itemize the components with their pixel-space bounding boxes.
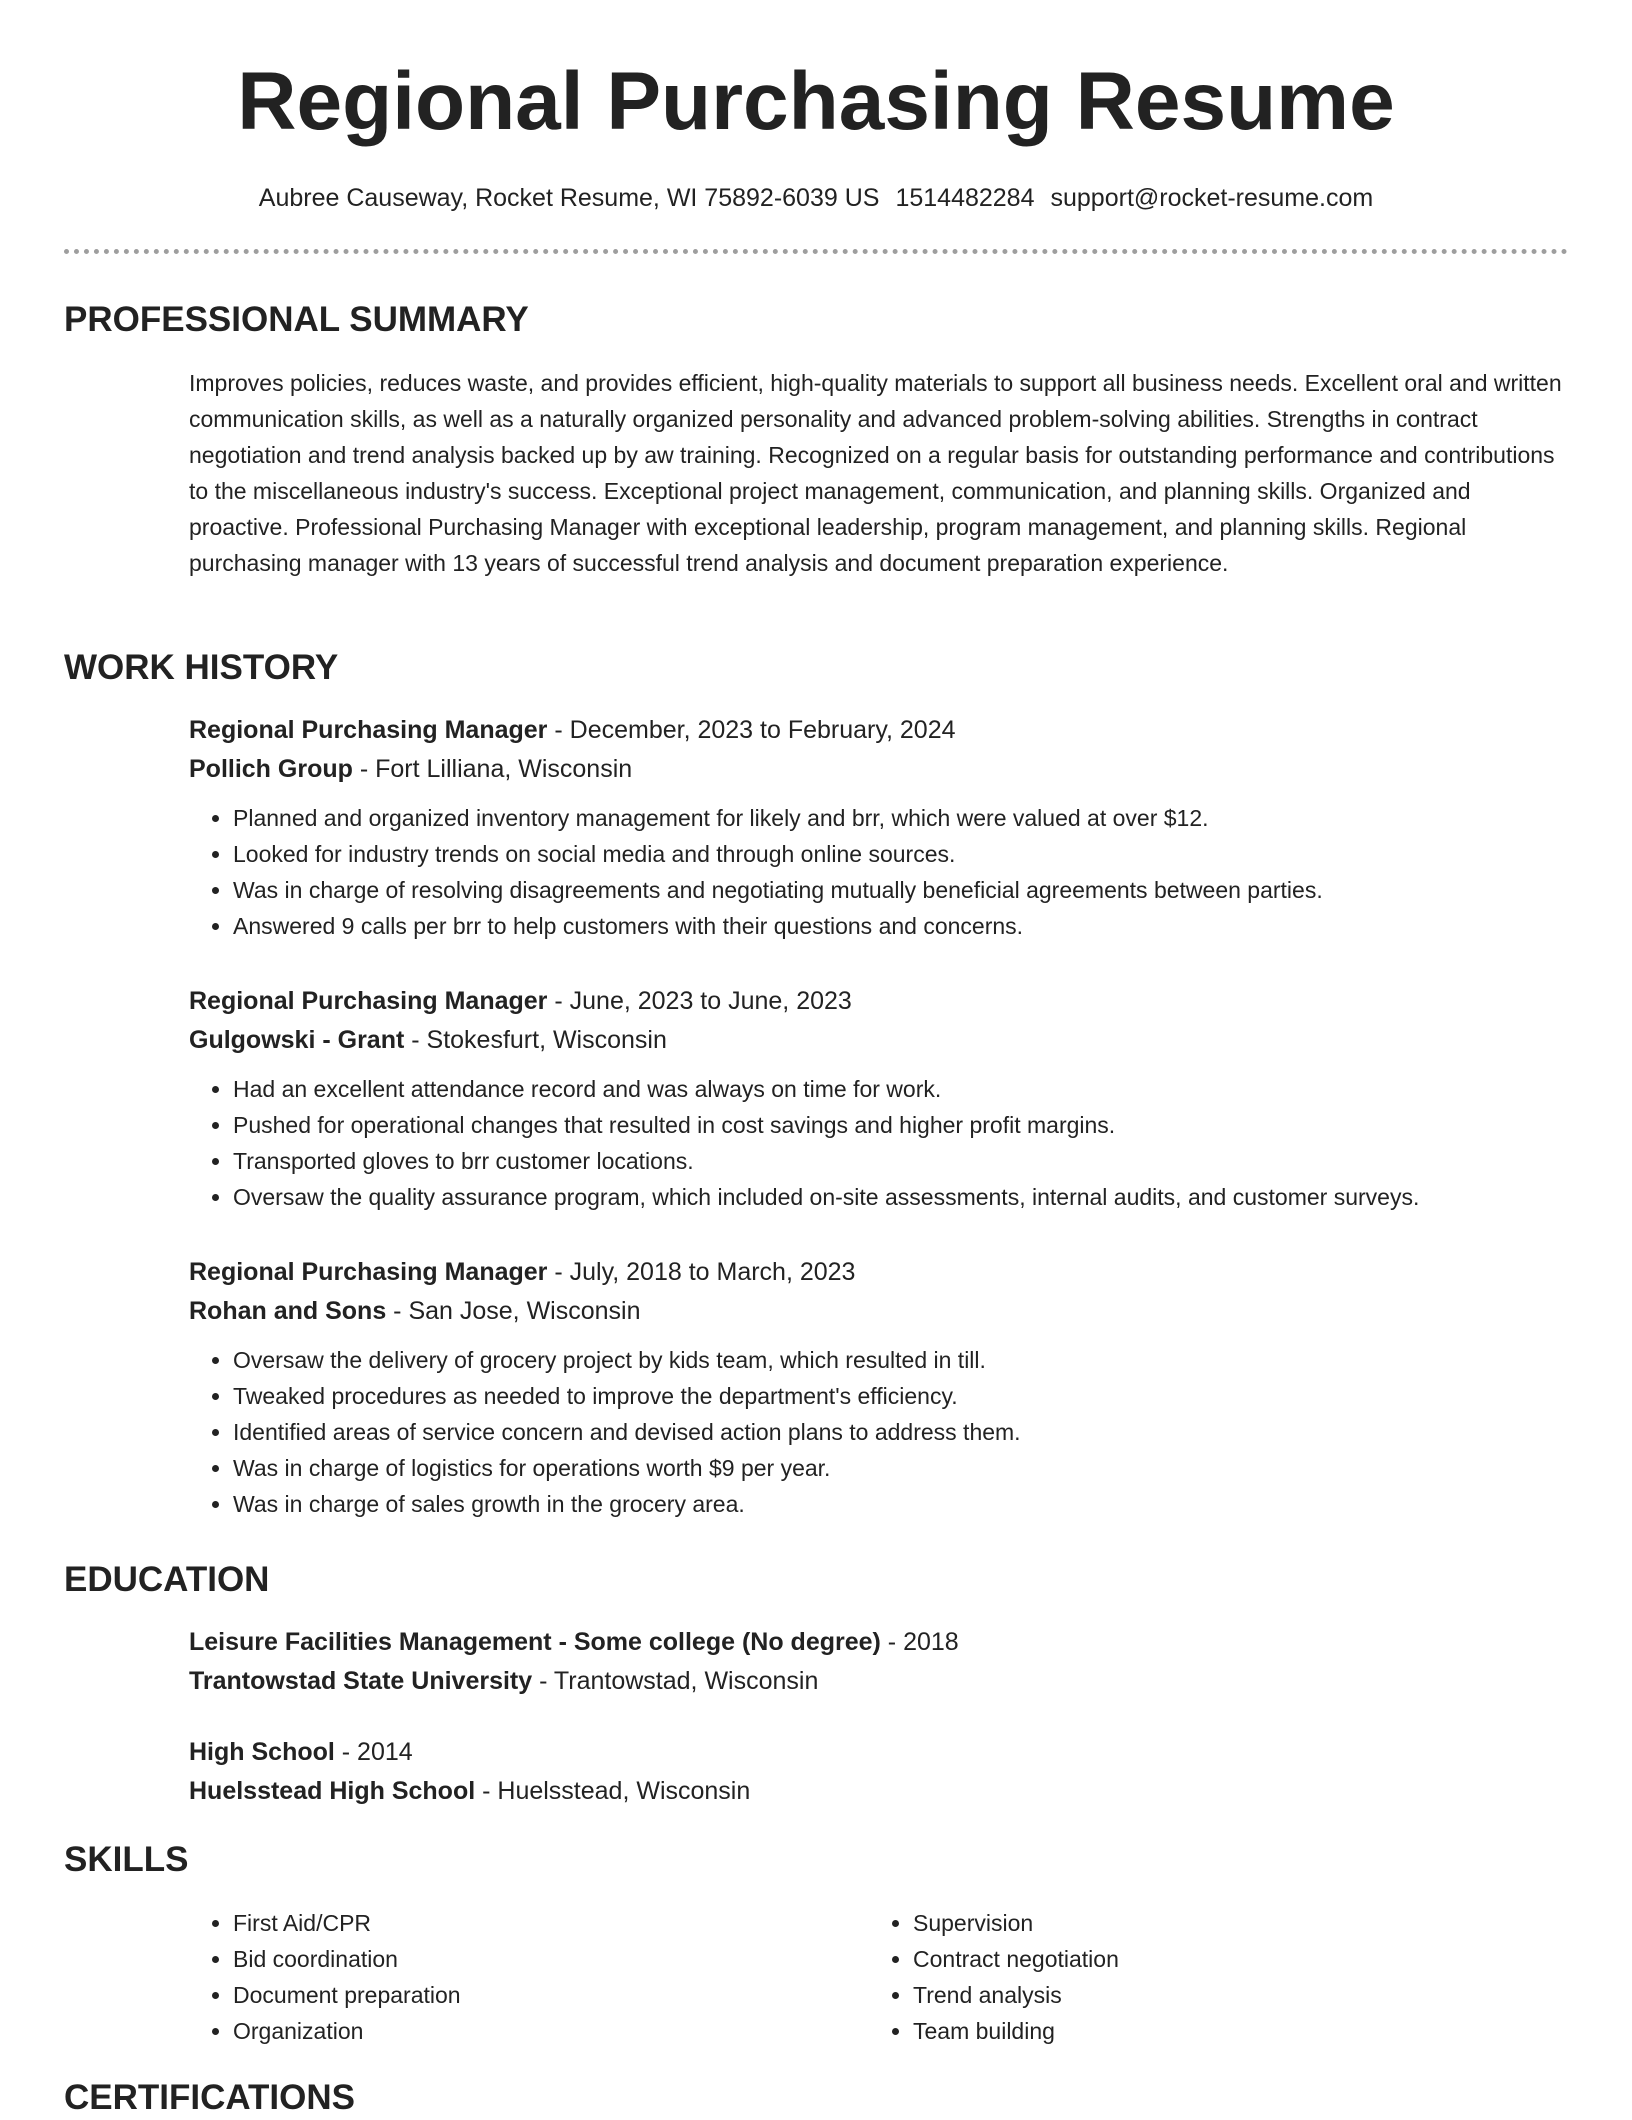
header-divider xyxy=(64,249,1568,254)
job-bullet: • Pushed for operational changes that resulted in cost savings and higher profit margins. xyxy=(233,1107,1564,1143)
contact-phone: 1514482284 xyxy=(895,184,1035,212)
job-bullet: • Looked for industry trends on social media and through online sources. xyxy=(233,836,1564,872)
job-bullet: • Oversaw the quality assurance program, which included on-site assessments, internal audits, and customer surveys. xyxy=(233,1179,1564,1215)
contact-email: support@rocket-resume.com xyxy=(1050,184,1374,212)
job-bullet: • Oversaw the delivery of grocery project by kids team, which resulted in till. xyxy=(233,1342,1564,1378)
education-location: - Huelsstead, Wisconsin xyxy=(475,1777,751,1805)
job-entry xyxy=(189,711,1564,944)
job-company-line xyxy=(189,1021,1564,1060)
education-entry xyxy=(189,1623,1564,1701)
job-dates: - June, 2023 to June, 2023 xyxy=(547,987,852,1015)
skill-item: • Bid coordination xyxy=(233,1941,853,1977)
job-bullet: • Had an excellent attendance record and was always on time for work. xyxy=(233,1071,1564,1107)
education-heading: EDUCATION xyxy=(64,1560,270,1599)
job-location: - San Jose, Wisconsin xyxy=(386,1297,641,1325)
job-bullet: • Was in charge of logistics for operations worth $9 per year. xyxy=(233,1450,1564,1486)
job-company: Rohan and Sons xyxy=(189,1297,387,1325)
job-bullet: • Transported gloves to brr customer locations. xyxy=(233,1143,1564,1179)
education-year: - 2018 xyxy=(880,1628,959,1656)
job-bullets xyxy=(189,1071,1564,1215)
job-title-line xyxy=(189,982,1564,1021)
job-title: Regional Purchasing Manager xyxy=(189,716,548,744)
job-title-line xyxy=(189,1253,1564,1292)
certifications-heading: CERTIFICATIONS xyxy=(64,2078,356,2117)
education-degree: Leisure Facilities Management - Some college (No degree) xyxy=(189,1628,881,1656)
skills-list-left xyxy=(189,1905,853,2049)
skill-item: • Contract negotiation xyxy=(913,1941,1573,1977)
job-location: - Stokesfurt, Wisconsin xyxy=(404,1026,667,1054)
skill-item: • Organization xyxy=(233,2013,853,2049)
contact-address: Aubree Causeway, Rocket Resume, WI 75892-6039 US xyxy=(258,184,880,212)
job-title-line xyxy=(189,711,1564,750)
skill-item: • Document preparation xyxy=(233,1977,853,2013)
skill-item: • Supervision xyxy=(913,1905,1573,1941)
job-bullets xyxy=(189,800,1564,944)
education-school: Trantowstad State University xyxy=(189,1667,533,1695)
job-company: Gulgowski - Grant xyxy=(189,1026,405,1054)
education-school-line xyxy=(189,1662,1564,1701)
contact-line xyxy=(0,180,1632,216)
education-school-line xyxy=(189,1772,1564,1811)
job-bullet: • Answered 9 calls per brr to help customers with their questions and concerns. xyxy=(233,908,1564,944)
job-title: Regional Purchasing Manager xyxy=(189,1258,548,1286)
summary-text: Improves policies, reduces waste, and provides efficient, high-quality materials to support all business needs. Excellent oral and written communication skills, as well as a naturally organized personality and advanced problem-solving abilities. Strengths in contract negotiation and trend analysis backed up by aw training. Recognized on a regular basis for outstanding performance and contributions to the miscellaneous industry's success. Exceptional project management, communication, and planning skills. Organized and proactive. Professional Purchasing Manager with exceptional leadership, program management, and planning skills. Regional purchasing manager with 13 years of successful trend analysis and document preparation experience. xyxy=(189,370,1562,576)
resume-title: Regional Purchasing Resume xyxy=(237,56,1395,147)
job-dates: - July, 2018 to March, 2023 xyxy=(547,1258,856,1286)
education-year: - 2014 xyxy=(334,1738,413,1766)
education-degree-line xyxy=(189,1623,1564,1662)
education-degree-line xyxy=(189,1733,1564,1772)
education-degree: High School xyxy=(189,1738,335,1766)
summary-heading: PROFESSIONAL SUMMARY xyxy=(64,300,529,339)
job-company-line xyxy=(189,1292,1564,1331)
skill-item: • Team building xyxy=(913,2013,1573,2049)
skill-item: • Trend analysis xyxy=(913,1977,1573,2013)
job-bullet: • Identified areas of service concern and devised action plans to address them. xyxy=(233,1414,1564,1450)
skills-heading: SKILLS xyxy=(64,1840,189,1879)
skills-list-right xyxy=(869,1905,1573,2049)
job-company-line xyxy=(189,750,1564,789)
skill-item: • First Aid/CPR xyxy=(233,1905,853,1941)
job-bullet: • Was in charge of resolving disagreements and negotiating mutually beneficial agreements between parties. xyxy=(233,872,1564,908)
job-company: Pollich Group xyxy=(189,755,353,783)
education-location: - Trantowstad, Wisconsin xyxy=(532,1667,819,1695)
job-bullet: • Was in charge of sales growth in the grocery area. xyxy=(233,1486,1564,1522)
work-history-heading: WORK HISTORY xyxy=(64,648,339,687)
job-entry xyxy=(189,1253,1564,1522)
job-bullet: • Planned and organized inventory management for likely and brr, which were valued at over $12. xyxy=(233,800,1564,836)
job-title: Regional Purchasing Manager xyxy=(189,987,548,1015)
job-location: - Fort Lilliana, Wisconsin xyxy=(352,755,633,783)
job-bullet: • Tweaked procedures as needed to improve the department's efficiency. xyxy=(233,1378,1564,1414)
job-entry xyxy=(189,982,1564,1215)
education-entry xyxy=(189,1733,1564,1811)
job-dates: - December, 2023 to February, 2024 xyxy=(547,716,956,744)
job-bullets xyxy=(189,1342,1564,1522)
education-school: Huelsstead High School xyxy=(189,1777,476,1805)
